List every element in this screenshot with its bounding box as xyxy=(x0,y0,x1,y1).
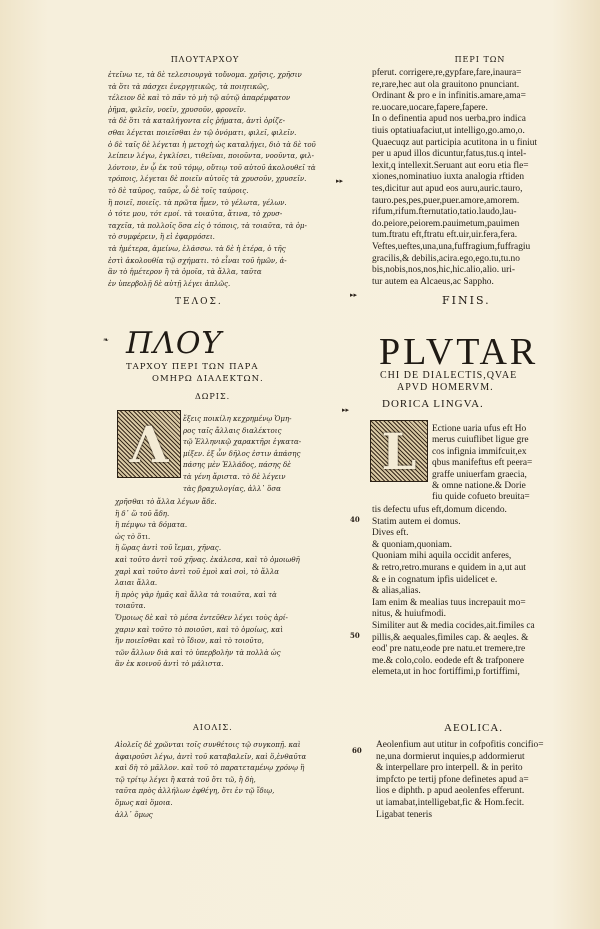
latin-text-line: gracilis,& debilis,acira.ego,ego.tu,tu.no xyxy=(372,253,520,264)
latin-text-line: bis,nobis,nos,nos,hic,hic.alio,alio. uri- xyxy=(372,265,515,276)
greek-text-line: ἢ δ᾽ ὥ τοῦ ἄδη. xyxy=(115,509,170,518)
latin-text-line: tum.ftratu eft,ftratu eft.uir,uir.fera,fera. xyxy=(372,230,518,241)
latin-text-line: tis defectu ufus eft,domum dicendo. xyxy=(372,505,507,515)
greek-text-line: ἂν τὸ ἡμέτερον ἢ τὰ ὁμοῖα, τὰ ἄλλα, ταῦτα xyxy=(108,268,262,277)
latin-text-line: Veftes,ueftes,una,una,fuffragium,fuffragiu xyxy=(372,242,531,252)
latin-text-line: fiu quide cofueto breuita= xyxy=(432,492,530,503)
latin-text-line: qbus manifeftus eft peera= xyxy=(432,458,533,469)
subtitle-greek-line1: ΤΑΡΧΟΥ ΠΕΡΙ ΤΩΝ ΠΑΡΑ xyxy=(126,362,259,372)
latin-text-line: In o definentia apud nos uerba,pro indica xyxy=(372,114,526,125)
latin-text-line: nitus, & huiufmodi. xyxy=(372,609,446,620)
greek-text-line: ἀλλ᾽ ὅμως xyxy=(115,810,153,819)
greek-text-line: σθαι λέγεται ποιεῖσθαι ἐν τῷ ὀνόματι, φιλεῖ, φιλεῖν. xyxy=(108,129,297,137)
latin-text-line: & quoniam,quoniam. xyxy=(372,539,452,550)
greek-text-line: τῷ Ἑλληνικῷ χαρακτῆρι ἐγκατα- xyxy=(183,438,302,447)
greek-text-line: Ὅμοιως δὲ καὶ τὸ μέσα ἐντεῦθεν λέγει τοὺς ἀρί- xyxy=(115,614,288,622)
subtitle-greek-line2: ΟΜΗΡΩ ΔΙΑΛΕΚΤΩΝ. xyxy=(152,374,264,384)
latin-text-line: Ectione uaria ufus eft Ho xyxy=(432,424,527,434)
latin-text-line: Aeolenfium aut utitur in cofpofitis concifio= xyxy=(376,740,544,750)
latin-text-line: Dives eft. xyxy=(372,528,409,539)
greek-text-line: τὰ γένη ἄριστα. τὸ δὲ λέγειν xyxy=(183,473,286,481)
latin-text-line: graffe uniuerfam graecia, xyxy=(432,469,527,480)
section-head-aeolic-latin: AEOLICA. xyxy=(444,722,504,734)
greek-text-line: χαρὶ καὶ τοῦτο ἀντὶ τοῦ ἐμοὶ καὶ σοὶ, τὸ ἄλλα xyxy=(115,567,279,576)
latin-text-line: rifum,rifum.fternutatio,tatio.laudo,lau- xyxy=(372,207,517,218)
greek-text-line: ὁ δὲ ταῖς δὲ λέγεται ἡ μετοχὴ ὡς καταλήγει, διὸ τὰ δὲ τοῦ xyxy=(108,140,316,149)
latin-text-line: tes,dicitur aut apud eos auru,auric.tauro, xyxy=(372,184,523,194)
latin-text-line: & e in cognatum ipfis uidelicet e. xyxy=(372,574,498,585)
latin-text-line: ne,una dormierut inquies,p addormierut xyxy=(376,751,525,762)
latin-text-line: pferut. corrigere,re,gypfare,fare,inaura= xyxy=(372,68,522,78)
greek-text-line: ἂν ἐκ κοινοῦ ἀντὶ τὸ μάλιστα. xyxy=(115,660,224,669)
greek-text-line: τοιαῦτα. xyxy=(115,602,146,611)
margin-number-60: 60 xyxy=(352,746,362,755)
latin-text-line: do.peiore,peiorem.pauimetum,pauimen xyxy=(372,218,520,229)
latin-text-line: eod' pre natu,eode pre natu.et tremere,tre xyxy=(372,644,526,655)
title-latin: PLVTAR xyxy=(379,331,539,373)
latin-text-line: & retro,retro.murans e quidem in a,ut aut xyxy=(372,563,526,573)
latin-text-line: Statim autem ei domus. xyxy=(372,516,461,527)
greek-text-line: τὸ δὲ ταῦρος, ταῦρε, ὦ δὲ τοῖς ταύροις. xyxy=(108,187,249,195)
latin-text-line: Iam enim & mealias tuus increpauit mo= xyxy=(372,597,526,608)
latin-text-line: re.uocare,uocare,fapere,fapere. xyxy=(372,102,488,113)
title-ornament-left: ❧ xyxy=(103,336,109,344)
title-greek: ΠΛΟΥ xyxy=(126,326,223,361)
greek-text-line: τὰς βραχυλογίας, ἀλλ᾽ ὅσα xyxy=(183,484,281,493)
latin-text-line: ut iamabat,intelligebat,fic & Hom.fecit. xyxy=(376,798,525,808)
latin-text-line: Similiter aut & media cocides,ait.fimiles ca xyxy=(372,621,535,631)
latin-text-line: pillis,& aequales,fimiles cap. & aeqles. & xyxy=(372,632,529,643)
latin-text-line: tauro.pes,pes,puer,puer.amore,amorem. xyxy=(372,195,520,206)
latin-text-line: re,rare,hec aut ola grauitono pnunciant. xyxy=(372,79,520,90)
greek-text-line: τὰ δὲ ὅτι τὰ καταλήγοντα εἰς ῥήματα, ἀντὶ ὀρίζε- xyxy=(108,117,286,126)
latin-text-line: tur autem ea Alcaeus,ac Sappho. xyxy=(372,276,494,287)
subtitle-latin-line1: CHI DE DIALECTIS,QVAE xyxy=(380,370,518,381)
greek-text-line: τέλειον δὲ καὶ τὸ πᾶν τὸ μὴ τῷ αὐτῷ ἀπαρέμφατον xyxy=(108,94,291,103)
latin-text-line: impfcto pe tertij pfone definetes apud a= xyxy=(376,774,529,785)
latin-text-line: tiuis optatiuafaciut,ut intelligo,go.amo,o. xyxy=(372,126,525,136)
subtitle-latin-line2: APVD HOMERVM. xyxy=(397,382,494,393)
latin-text-line: Ligabat teneris xyxy=(376,809,432,820)
margin-mark: ▸▸ xyxy=(350,290,358,299)
section-head-doric-greek: ΔΩΡΙΣ. xyxy=(195,392,231,401)
running-head-latin: ΠΕΡΙ ΤΩΝ xyxy=(454,55,506,64)
greek-text-line: καὶ τοῦτο ἀντὶ τοῦ χῆνας. ἐκάλεσα, καὶ τὸ ὁμοιωθῆ xyxy=(115,556,300,564)
latin-text-line: & omne natione.& Dorie xyxy=(432,481,526,491)
latin-text-line: lexit,q intellexit.Seruant aut eoru etia fle= xyxy=(372,160,529,171)
section-head-aeolic-greek: ΑΙΟΛΙΣ. xyxy=(193,723,233,732)
greek-text-line: τρόποις, λέγεται δὲ ποιεῖν αὐτοῖς τὰ χρυσοῦν, χρυσεῖν. xyxy=(108,175,307,184)
latin-text-line: elemeta,ut in hoc fortiffimi,p fortiffimi, xyxy=(372,667,520,678)
drop-initial-greek: Λ xyxy=(117,410,181,478)
greek-text-line: ὅμως καὶ ὅμοια. xyxy=(115,799,173,807)
greek-text-line: λόντοιν, ἐν ᾧ ἐκ τοῦ τόμῳ, οὔτιῳ τοῦ αὐτοῦ ἀκολουθεῖ τὰ xyxy=(108,163,316,172)
greek-text-line: χρῆσθαι τὸ ἄλλα λέγων ἄδε. xyxy=(115,498,217,506)
section-head-doric-latin: DORICA LINGVA. xyxy=(382,398,484,410)
greek-text-line: τῶν ἄλλων διὰ καὶ τὸ ὑπερβολὴν τὰ πολλὰ ὡς xyxy=(115,648,281,657)
latin-text-line: merus cuiuflibet ligue gre xyxy=(432,435,529,446)
greek-text-line: ἀφαιροῦσι λέγω, ἀντὶ τοῦ καταβαλεῖν, καὶ ὅ,ἐνθαῦτα xyxy=(115,752,307,761)
latin-text-line: Quaecuqz aut participia acutitona in u finiut xyxy=(372,137,538,148)
greek-text-line: ταῦτα πρὸς ἀλλήλων ἐφθέγη, ὅτι ἐν τῷ ἴδιῳ, xyxy=(115,787,275,796)
greek-text-line: ὁ τότε μου, τότ εμοί. τὰ τοιαῦτα, ἄτινα, τὸ χρυσ- xyxy=(108,210,283,219)
greek-text-line: ρος ταῖς ἄλλαις διαλέκτοις xyxy=(183,426,282,435)
end-word-latin: FINIS. xyxy=(442,294,491,307)
greek-text-line: Αἰολεῖς δὲ χρῶνται τοῖς συνθέτοις τῷ συγκοπῇ. καὶ xyxy=(115,741,301,749)
latin-text-line: xiones,nominatiuo iuxta analogia rftiden xyxy=(372,172,525,183)
greek-text-line: χαριν καὶ τοῦτο τὸ ποιοῦσι, καὶ τὸ ὁμοίως, καὶ xyxy=(115,625,284,634)
latin-text-line: & alias,alias. xyxy=(372,586,421,597)
greek-text-line: ἢ πέμψω τὰ δόματα. xyxy=(115,521,188,530)
greek-text-line: ῥῆμα, φιλεῖν, νοεῖν, χρυσοῦν, φρονεῖν. xyxy=(108,105,247,114)
greek-text-line: ἐν ὑπερβολῇ δὲ αὐτῇ λέγει ἁπλῶς. xyxy=(108,279,231,288)
greek-text-line: τῷ τρίτῳ λέγει ἢ κατὰ τοῦ ὅτι τῶ, ἢ δὴ, xyxy=(115,775,256,784)
greek-text-line: ἢ ποιεῖ, ποιεῖς. τὰ πρῶτα ἦμεν, τὸ γέλωτα, γέλων. xyxy=(108,198,287,207)
margin-mark: ▸▸ xyxy=(342,405,350,414)
greek-text-line: ταχεῖα, τὰ πολλοῖς ὅσα εἰς ὁ τόποις, τὰ τοιαῦτα, τὰ ὁμ- xyxy=(108,221,307,230)
greek-text-line: πάσης μὲν Ἑλλάδος, πάσης δὲ xyxy=(183,461,291,470)
latin-text-line: Quoniam mihi aquila occidit anferes, xyxy=(372,551,512,562)
greek-text-line: ἐτεῖνω τε, τὰ δὲ τελεσιουργὰ τοὔνομα. χρῆσις, χρῆσιν xyxy=(108,71,302,79)
greek-text-line: ἐστὶ ἀκολουθία τῷ σχήματι. τὸ εἶναι τοῦ ἡμῶν, ἀ- xyxy=(108,256,287,265)
latin-text-line: & interpellare pro interpell. & in perito xyxy=(376,763,523,774)
greek-text-line: καὶ δὴ τὸ μᾶλλον. καὶ τοῦ τὸ παρατεταμένῳ χρόνῳ ἢ xyxy=(115,764,305,773)
margin-number-40: 40 xyxy=(350,515,360,524)
greek-text-line: ὡς τὸ ὅτι. xyxy=(115,532,151,541)
greek-text-line: τὰ ἡμέτερα, ἀμείνω, ἐλάσσω. τὰ δὲ ἡ ἑτέρα, ὁ τῆς xyxy=(108,245,286,253)
greek-text-line: ἢν ποιεῖσθαι καὶ τὸ ἴδιον, καὶ τὸ τοιοῦτο, xyxy=(115,637,264,646)
drop-initial-latin: L xyxy=(370,420,428,482)
latin-text-line: me.& colo,colo. eodede eft & trafponere xyxy=(372,655,525,666)
latin-text-line: per u apud illos dicuntur,fatus,tus.q intel- xyxy=(372,149,527,160)
greek-text-line: ἔξεις ποικίλη κεχρημένῳ Ὁμη- xyxy=(183,415,292,423)
latin-text-line: lios e diphth. p apud aeolenfes efferunt. xyxy=(376,786,525,797)
end-word-greek: ΤΕΛΟΣ. xyxy=(175,297,223,307)
greek-text-line: τὰ ὅτι τὰ πάσχει ἐνεργητικῶς, τὰ ποιητικῶς, xyxy=(108,82,269,91)
greek-text-line: ἢ ὥρας ἀντὶ τοῦ ἵεμαι, χῆνας. xyxy=(115,544,222,553)
latin-text-line: Ordinant & pro e in infinitis.amare,ama= xyxy=(372,91,526,102)
latin-text-line: cos infignia immifcuit,ex xyxy=(432,446,527,457)
margin-mark: ▸▸ xyxy=(336,176,344,185)
greek-text-line: τὸ συμφέρειν, ἢ εἰ ἐφαρμόσει. xyxy=(108,233,215,242)
greek-text-line: λείπειν λέγω, ἐγκλίσει, τιθεῖναι, ποιοῦντα, νοοῦντα, φιλ- xyxy=(108,152,315,161)
greek-text-line: ἢ πρὸς γὰρ ἡμᾶς καὶ ἄλλα τὰ τοιαῦτα, καὶ τὰ xyxy=(115,590,277,599)
greek-text-line: λαιαι ἄλλα. xyxy=(115,579,158,588)
running-head-greek: ΠΛΟΥΤΑΡΧΟΥ xyxy=(170,55,240,64)
greek-text-line: μίξεν. ἐξ ὧν δῆλος ἐστιν ἁπάσης xyxy=(183,449,301,458)
margin-number-50: 50 xyxy=(350,631,360,640)
